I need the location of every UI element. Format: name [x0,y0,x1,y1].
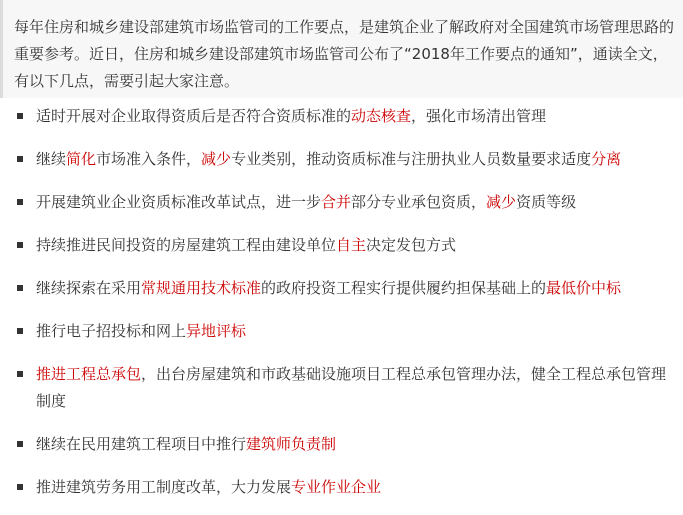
bullet-marker-icon [17,113,23,119]
list-item [0,103,683,130]
item-text: 推进建筑劳务用工制度改革，大力发展 [36,478,292,496]
list-item [0,146,683,173]
item-text: 部分专业承包资质， [351,193,487,211]
item-text: ，强化市场清出管理 [411,107,547,125]
highlight-text: 减少 [486,193,517,211]
highlight-text: 动态核查 [351,107,412,125]
item-text: 继续在民用建筑工程项目中推行 [36,435,247,453]
highlight-text: 常规通用技术标准 [141,279,262,297]
item-text: 继续探索在采用 [36,279,142,297]
item-text: 持续推进民间投资的房屋建筑工程由建设单位 [36,236,337,254]
item-text: 开展建筑业企业资质标准改革试点，进一步 [36,193,322,211]
bullet-marker-icon [17,285,23,291]
highlight-text: 最低价中标 [546,279,622,297]
list-item [0,189,683,216]
bullet-marker-icon [17,199,23,205]
bullet-marker-icon [17,441,23,447]
highlight-text: 建筑师负责制 [246,435,337,453]
bullet-marker-icon [17,156,23,162]
highlight-text: 合并 [321,193,352,211]
highlight-text: 异地评标 [186,322,247,340]
bullet-marker-icon [17,242,23,248]
highlight-text: 简化 [66,150,97,168]
intro-quote [0,0,683,98]
item-text: 推行电子招投标和网上 [36,322,187,340]
item-text: 决定发包方式 [366,236,457,254]
highlight-text: 专业作业企业 [291,478,382,496]
highlight-text: 推进工程总承包 [36,365,142,383]
list-item [0,474,683,501]
highlight-text: 减少 [201,150,232,168]
bullet-marker-icon [17,371,23,377]
highlight-text: 分离 [591,150,622,168]
list-item [0,318,683,345]
highlight-text: 自主 [336,236,367,254]
item-text: 市场准入条件， [96,150,202,168]
bullet-marker-icon [17,328,23,334]
bullet-marker-icon [17,484,23,490]
item-text: ，出台房屋建筑和市政基础设施项目工程总承包管理办法，健全工程总承包管理制度 [36,365,667,410]
item-text: 资质等级 [516,193,577,211]
list-item [0,361,683,415]
intro-text: 每年住房和城乡建设部建筑市场监管司的工作要点，是建筑企业了解政府对全国建筑市场管理思路的重要参考。近日，住房和城乡建设部建筑市场监管司公布了“2018年工作要点的通知”，通读全文，有以下几点，需要引起大家注意。 [14,18,675,90]
item-text: 适时开展对企业取得资质后是否符合资质标准的 [36,107,352,125]
list-item [0,431,683,458]
item-text: 专业类别，推动资质标准与注册执业人员数量要求适度 [231,150,592,168]
item-text: 的政府投资工程实行提供履约担保基础上的 [261,279,547,297]
list-item [0,275,683,302]
item-text: 继续 [36,150,67,168]
list-item [0,232,683,259]
